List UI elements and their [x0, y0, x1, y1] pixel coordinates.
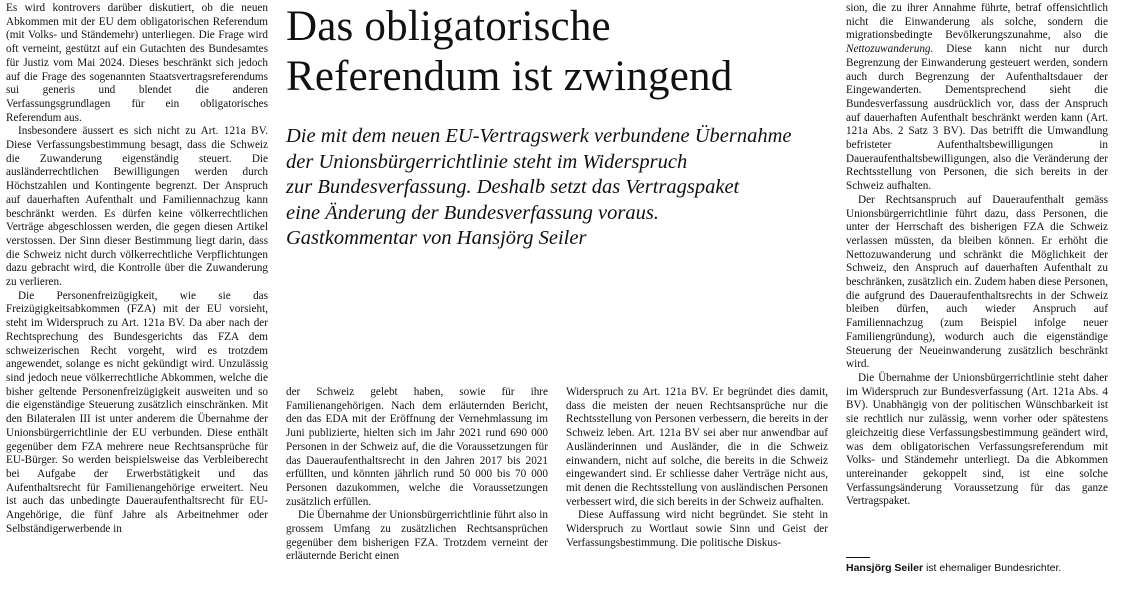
lead-line: zur Bundesverfassung. Deshalb setzt das Vertragspaket [286, 176, 740, 198]
paragraph: Widerspruch zu Art. 121a BV. Er begründet dies damit, dass die meisten der neuen Rechtsansprüche nur die Rechtsstellung von Personen verbessern, die bereits in der Schweiz leben. Art. 121a BV sei aber nur anwendbar auf Ausländerinnen und Ausländer, die in die Schweiz einwandern, nicht auf solche, die bereits in die Schweiz eingewandert sind. Er schliesse daher Verträge nicht aus, mit denen die Rechtsstellung von ausländischen Personen verbessert wird, die sich bereits in der Schweiz aufhalten. [566, 386, 828, 508]
lead-line: der Unionsbürgerrichtlinie steht im Widerspruch [286, 150, 688, 173]
article-lead [286, 124, 831, 252]
author-separator [846, 557, 870, 558]
article-column-4 [846, 2, 1108, 509]
paragraph [846, 2, 1108, 194]
article-column-2 [286, 386, 548, 564]
lead-line: Die mit dem neuen EU-Vertragswerk verbundene Übernahme [286, 125, 792, 147]
article-column-1 [6, 2, 268, 536]
article-title: Das obligatorische Referendum ist zwingend [286, 3, 733, 100]
paragraph-text: sion, die zu ihrer Annahme führte, betraf offensichtlich nicht die Einwanderung als solche, sondern die migrationsbedingte Bevölkerungszunahme, also die [846, 2, 1108, 42]
emphasis-text: Nettozuwanderung. [846, 43, 934, 56]
paragraph: Diese Auffassung wird nicht begründet. Sie steht in Widerspruch zu Wortlaut sowie Sinn und Geist der Verfassungsbestimmung. Die politische Diskus- [566, 509, 828, 549]
author-name: Hansjörg Seiler [846, 562, 924, 574]
author-note [846, 562, 1126, 575]
author-description: ist ehemaliger Bundesrichter. [923, 562, 1062, 574]
lead-byline: Gastkommentar von Hansjörg Seiler [286, 227, 587, 249]
lead-line: eine Änderung der Bundesverfassung voraus. [286, 201, 659, 224]
paragraph: Es wird kontrovers darüber diskutiert, ob die neuen Abkommen mit der EU dem obligatorischen Referendum (mit Volks- und Ständemehr) unterliegen. Die Frage wird oft verneint, gestützt auf ein Gutachten des Bundesamtes für Justiz vom Mai 2024. Dieses beschränkt sich jedoch auf die Frage des sogenannten Staatsvertragsreferendums sui generis und blendet die anderen Verfassungsgrundlagen für ein obligatorisches Referendum aus. [6, 2, 268, 124]
paragraph: Die Personenfreizügigkeit, wie sie das Freizügigkeitsabkommen (FZA) mit der EU vorsieht, steht im Widerspruch zu Art. 121a BV. Da aber nach der Rechtsprechung des Bundesgerichts das FZA dem schweizerischen Recht vorgeht, wird es trotzdem angewendet, solange es nicht gekündigt wird. Unzulässig sind jedoch neue völkerrechtliche Abkommen, welche die bisher geltende Personenfreizügigkeit ausweiten und so die eigenständige Steuerung zusätzlich einschränken. Mit den Bilateralen III ist unter anderem die Übernahme der Unionsbürgerrichtlinie der EU verbunden. Diese enthält gegenüber dem FZA mehrere neue Rechtsansprüche für EU-Bürger. So werden beispielsweise das Verbleiberecht bei Aufgabe der Erwerbstätigkeit und das Aufenthaltsrecht für Familienangehörige erweitert. Neu ist auch das unbedingte Daueraufenthaltsrecht für EU-Angehörige, die fünf Jahre als Arbeitnehmer oder Selbständigerwerbende in [6, 289, 268, 535]
paragraph: Die Übernahme der Unionsbürgerrichtlinie steht daher im Widerspruch zur Bundesverfassung (Art. 121a Abs. 4 BV). Unabhängig von der politischen Wünschbarkeit ist sie rechtlich nur zulässig, wenn vorher oder spätestens gleichzeitig diese Verfassungsbestimmung geändert wird, was dem obligatorischen Verfassungsreferendum mit Volks- und Ständemehr unterliegt. Da die Abkommen untereinander gekoppelt sind, ist eine solche Verfassungsänderung Voraussetzung für das ganze Vertragspaket. [846, 371, 1108, 508]
paragraph-text: Diese kann nicht nur durch Begrenzung der Einwanderung gesteuert werden, sondern auch durch Begrenzung der Aufenthaltsdauer der Eingewanderten. Dementsprechend sieht die Bundesverfassung ausdrücklich vor, dass der Anspruch auf dauerhaften Aufenthalt beschränkt werden kann (Art. 121a Abs. 2 Satz 3 BV). Das betrifft die Umwandlung befristeter Aufenthaltsbewilligungen in Daueraufenthaltsbewilligungen, also die Veränderung der Rechtsstellung von Personen, die sich bereits in der Schweiz aufhalten. [846, 43, 1108, 193]
paragraph: Der Rechtsanspruch auf Daueraufenthalt gemäss Unionsbürgerrichtlinie führt dazu, dass Personen, die unter der Herrschaft des bisherigen FZA die Schweiz verlassen müssten, da bleiben können. Er erhöht die Nettozuwanderung und schränkt die Möglichkeit der Schweiz, den Anspruch auf dauerhaften Aufenthalt zu beschränken, zusätzlich ein. Zudem haben diese Personen, die aufgrund des Daueraufenthaltsrechts in der Schweiz bleiben dürfen, auch wieder Anspruch auf Familiennachzug (zum Beispiel infolge neuer Familiengründung), wodurch auch die eigenständige Steuerung der Neueinwanderung zusätzlich beschränkt wird. [846, 193, 1108, 371]
paragraph: Die Übernahme der Unionsbürgerrichtlinie führt also in grossem Umfang zu zusätzlichen Rechtsansprüchen gegenüber dem bisherigen FZA. Trotzdem verneint der erläuternde Bericht einen [286, 509, 548, 563]
article-column-3 [566, 386, 828, 550]
paragraph: Insbesondere äussert es sich nicht zu Art. 121a BV. Diese Verfassungsbestimmung besagt, dass die Schweiz die Zuwanderung eigenständig steuert. Die ausländerrechtlichen Bewilligungen werden durch Höchstzahlen und Kontingente begrenzt. Der Anspruch auf dauerhaften Aufenthalt und Familiennachzug kann beschränkt werden. Es dürfen keine völkerrechtlichen Verträge abgeschlossen werden, die gegen diesen Artikel verstossen. Der Sinn dieser Bestimmung liegt darin, dass die Schweiz nicht durch völkerrechtliche Verpflichtungen dazu gebracht wird, die Kontrolle über die Zuwanderung zu verlieren. [6, 125, 268, 289]
paragraph: der Schweiz gelebt haben, sowie für ihre Familienangehörigen. Nach dem erläuternden Bericht, den das EDA mit der Eröffnung der Vernehmlassung im Juni publizierte, hielten sich im Jahr 2021 rund 690 000 Personen in der Schweiz auf, die die Voraussetzungen für das Daueraufenthaltsrecht in den Jahren 2017 bis 2021 erfüllten, und könnten jährlich rund 50 000 bis 70 000 Personen dazukommen, welche die Voraussetzungen zusätzlich erfüllen. [286, 386, 548, 508]
